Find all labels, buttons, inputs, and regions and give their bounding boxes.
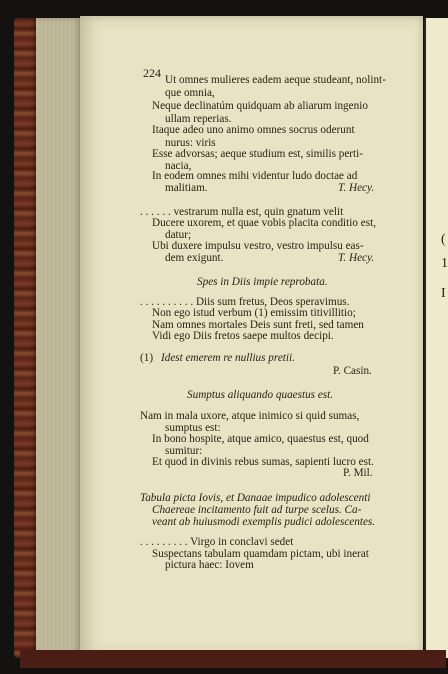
text-line: sumitur:	[165, 445, 203, 457]
text-line: Nam omnes mortales Deis sunt freti, sed tamen	[152, 319, 364, 331]
source-citation: T. Hecy.	[338, 252, 375, 264]
text-line: nurus: viris	[165, 137, 216, 149]
text-line: que omnia,	[165, 87, 215, 99]
italic-note-line: Chaereae incitamento fuit ad turpe scelus. Ca-	[152, 504, 362, 516]
text-line: Ut omnes mulieres eadem aeque studeant, nolint-	[165, 74, 386, 86]
text-line: In bono hospite, atque amico, quaestus est, quod	[152, 433, 369, 445]
footnote-text: Idest emerem re nullius pretii.	[161, 352, 295, 364]
page-edges	[36, 18, 82, 654]
text-line: Esse advorsas; aeque studium est, similis perti-	[152, 148, 363, 160]
text-line: Non ego istud verbum (1) emissim titivillitio;	[152, 307, 356, 319]
text-line: . . . . . . . . . Virgo in conclavi sedet	[140, 536, 294, 548]
text-line: dem exigunt.	[165, 252, 224, 264]
text-line: ullam reperias.	[165, 113, 232, 125]
text-line: Et quod in divinis rebus sumas, sapienti lucro est.	[152, 456, 374, 468]
text-line: Vidi ego Diis fretos saepe multos decipi.	[152, 330, 334, 342]
text-line: Neque declinatúm quidquam ab aliarum ingenio	[152, 100, 368, 112]
text-line: malitiam.	[165, 182, 208, 194]
text-line: Itaque adeo uno animo omnes socrus oderunt	[152, 124, 355, 136]
footnote-marker: (1)	[140, 352, 154, 364]
section-heading: Spes in Diis impie reprobata.	[197, 276, 328, 288]
text-line: Suspectans tabulam quamdam pictam, ubi inerat	[152, 548, 369, 560]
italic-note-line: Tabula picta Iovis, et Danaae impudico adolescenti	[140, 492, 371, 504]
book-spine	[14, 18, 38, 658]
adjacent-page-glyph: I	[441, 286, 446, 301]
text-line: Ubi duxere impulsu vestro, vestro impulsu eas-	[152, 240, 364, 252]
page-number: 224	[143, 66, 161, 80]
source-citation: P. Casin.	[333, 365, 372, 377]
text-line: In eodem omnes mihi videntur ludo doctae ad	[152, 170, 358, 182]
text-line: Ducere uxorem, et quae vobis placita conditio est,	[152, 217, 376, 229]
text-line: datur;	[165, 229, 192, 241]
adjacent-page-glyph: 1	[441, 256, 448, 271]
source-citation: T. Hecy.	[338, 182, 375, 194]
text-line: pictura haec: Iovem	[165, 559, 254, 571]
source-citation: P. Mil.	[343, 467, 373, 479]
adjacent-page-glyph: (	[441, 232, 446, 247]
text-line: sumptus est:	[165, 422, 221, 434]
text-line: . . . . . . . . . . Diis sum fretus, Deos speravimus.	[140, 296, 350, 308]
text-line: nacia,	[165, 160, 192, 172]
book-cover-bottom	[20, 650, 446, 668]
text-line: . . . . . . vestrarum nulla est, quin gnatum velit	[140, 206, 344, 218]
text-line: Nam in mala uxore, atque inimico si quid sumas,	[140, 410, 360, 422]
italic-note-line: veant ab huiusmodi exemplis pudici adolescentes.	[152, 516, 376, 528]
section-heading: Sumptus aliquando quaestus est.	[187, 389, 334, 401]
adjacent-page	[424, 18, 448, 658]
